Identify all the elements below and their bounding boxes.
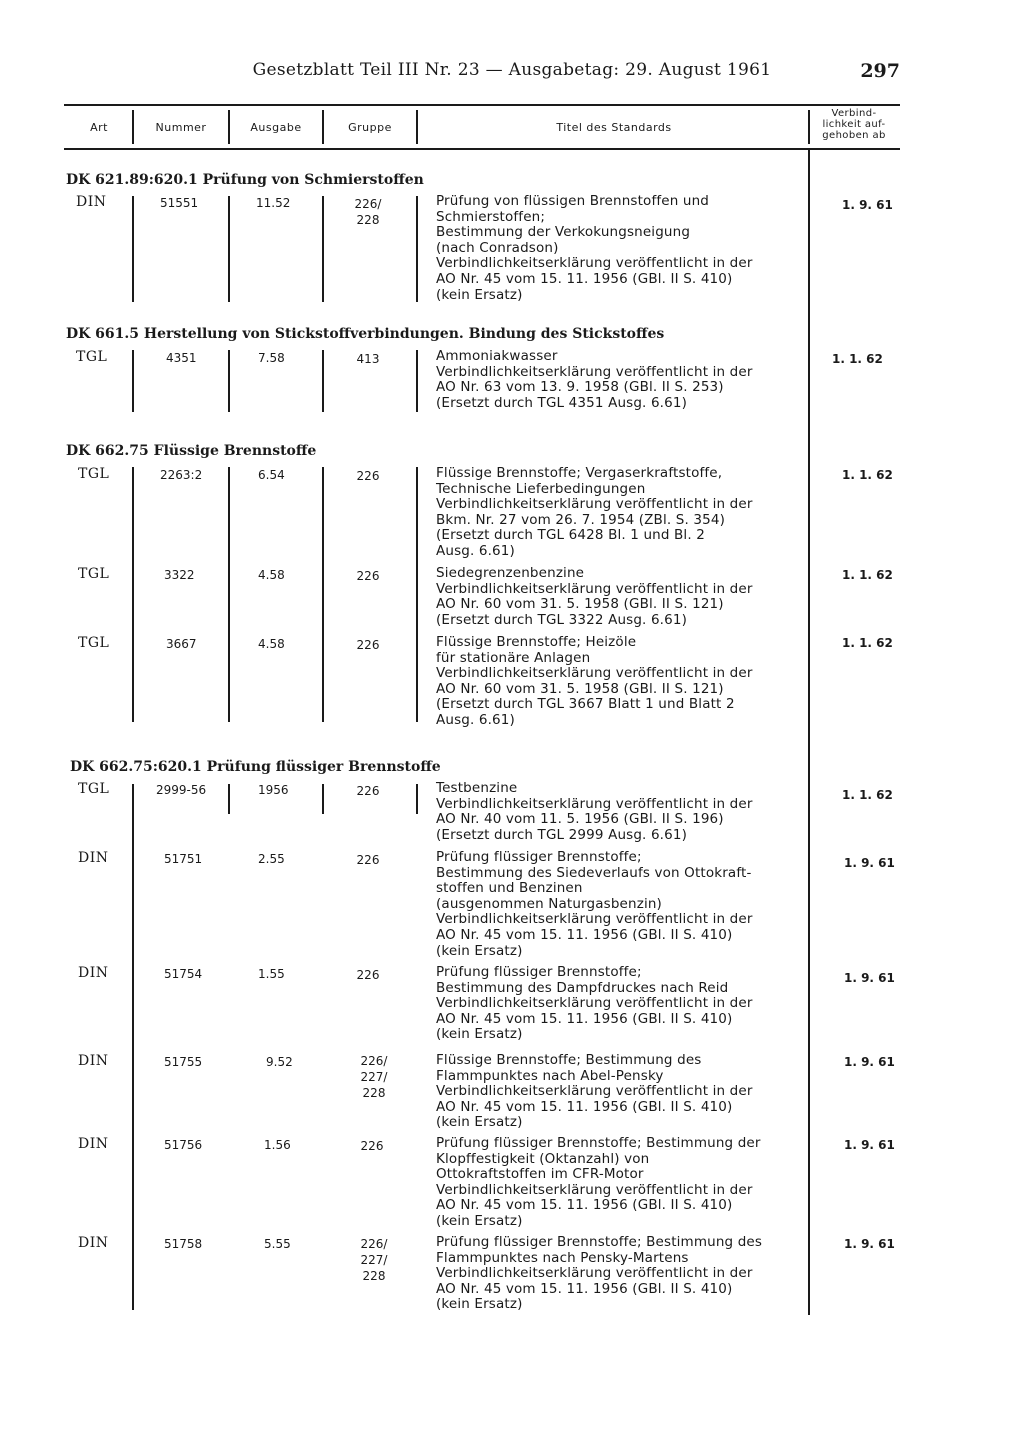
header-divider xyxy=(416,110,418,144)
cell-ausgabe: 1956 xyxy=(258,783,289,797)
cell-titel: Siedegrenzenbenzine Verbindlichkeitserklärung veröffentlicht in der AO Nr. 60 vom 31. 5. 1958 (GBl. II S. 121) (Ersetzt durch TGL 3322 Ausg. 6.61) xyxy=(436,565,753,628)
cell-ausgabe: 4.58 xyxy=(258,568,285,582)
cell-titel: Prüfung flüssiger Brennstoffe; Bestimmung der Klopffestigkeit (Oktanzahl) von Ottokraftstoffen im CFR-Motor Verbindlichkeitserklärung veröffentlicht in der AO Nr. 45 vom 15. 11. 1956 (GBl. II S. 410) (kein Ersatz) xyxy=(436,1135,761,1229)
cell-ausgabe: 6.54 xyxy=(258,468,285,482)
row-divider xyxy=(132,350,134,412)
section-heading: DK 621.89:620.1 Prüfung von Schmierstoffen xyxy=(66,172,424,188)
col-header-titel: Titel des Standards xyxy=(556,121,672,134)
header-divider xyxy=(322,110,324,144)
row-divider xyxy=(322,196,324,302)
cell-nummer: 51754 xyxy=(164,967,203,981)
cell-ausgabe: 1.55 xyxy=(258,967,285,981)
section-heading: DK 662.75:620.1 Prüfung flüssiger Brennstoffe xyxy=(70,759,441,775)
page-number: 297 xyxy=(860,60,900,82)
cell-ausgabe: 9.52 xyxy=(266,1055,293,1069)
cell-nummer: 51755 xyxy=(164,1055,203,1069)
cell-gruppe: 226/ 227/ 228 xyxy=(360,1237,388,1283)
row-divider xyxy=(416,196,418,302)
cell-gruppe: 226 xyxy=(356,638,380,652)
row-divider xyxy=(132,196,134,302)
cell-gruppe: 226/ 227/ 228 xyxy=(360,1054,388,1100)
cell-datum: 1. 9. 61 xyxy=(844,1138,895,1152)
cell-datum: 1. 1. 62 xyxy=(842,568,893,582)
row-divider xyxy=(132,784,134,1310)
cell-titel: Prüfung flüssiger Brennstoffe; Bestimmung des Siedeverlaufs von Ottokraft- stoffen und Benzinen (ausgenommen Naturgasbenzin) Verbindlichkeitserklärung veröffentlicht in der AO Nr. 45 vom 15. 11. 1956 (GBl. II S. 410) (kein Ersatz) xyxy=(436,849,753,959)
row-divider xyxy=(416,350,418,412)
cell-datum: 1. 1. 62 xyxy=(842,636,893,650)
header-divider xyxy=(228,110,230,144)
cell-art: DIN xyxy=(78,1136,109,1152)
cell-datum: 1. 9. 61 xyxy=(844,1055,895,1069)
header-divider xyxy=(808,110,810,144)
cell-gruppe: 226 xyxy=(356,469,380,483)
date-column-divider xyxy=(808,150,810,1315)
col-header-ausgabe: Ausgabe xyxy=(250,121,302,134)
cell-gruppe: 226 xyxy=(356,569,380,583)
cell-ausgabe: 11.52 xyxy=(256,196,291,210)
row-divider xyxy=(322,467,324,722)
row-divider xyxy=(132,467,134,722)
section-heading: DK 662.75 Flüssige Brennstoffe xyxy=(66,443,317,459)
table-top-rule xyxy=(64,104,900,106)
cell-ausgabe: 4.58 xyxy=(258,637,285,651)
cell-datum: 1. 9. 61 xyxy=(844,971,895,985)
cell-titel: Testbenzine Verbindlichkeitserklärung veröffentlicht in der AO Nr. 40 vom 11. 5. 1956 (GBl. II S. 196) (Ersetzt durch TGL 2999 Ausg. 6.61) xyxy=(436,780,753,843)
cell-art: TGL xyxy=(78,781,110,797)
row-divider xyxy=(228,350,230,412)
cell-gruppe: 226 xyxy=(356,784,380,798)
cell-gruppe: 413 xyxy=(356,352,380,366)
header-divider xyxy=(132,110,134,144)
cell-art: TGL xyxy=(78,466,110,482)
cell-art: DIN xyxy=(78,965,109,981)
cell-datum: 1. 1. 62 xyxy=(842,788,893,802)
cell-nummer: 2999-56 xyxy=(156,783,207,797)
cell-datum: 1. 1. 62 xyxy=(832,352,883,366)
page-header xyxy=(0,58,1024,88)
cell-nummer: 51756 xyxy=(164,1138,203,1152)
cell-art: TGL xyxy=(78,635,110,651)
cell-titel: Flüssige Brennstoffe; Bestimmung des Flammpunktes nach Abel-Pensky Verbindlichkeitserklärung veröffentlicht in der AO Nr. 45 vom 15. 11. 1956 (GBl. II S. 410) (kein Ersatz) xyxy=(436,1052,753,1131)
cell-titel: Prüfung flüssiger Brennstoffe; Bestimmung des Dampfdruckes nach Reid Verbindlichkeitserklärung veröffentlicht in der AO Nr. 45 vom 15. 11. 1956 (GBl. II S. 410) (kein Ersatz) xyxy=(436,964,753,1043)
section-heading: DK 661.5 Herstellung von Stickstoffverbindungen. Bindung des Stickstoffes xyxy=(66,326,665,342)
cell-nummer: 51758 xyxy=(164,1237,203,1251)
gazette-title: Gesetzblatt Teil III Nr. 23 — Ausgabetag: 29. August 1961 xyxy=(252,60,772,80)
cell-art: DIN xyxy=(78,850,109,866)
cell-gruppe: 226/ 228 xyxy=(354,197,382,227)
row-divider xyxy=(322,784,324,814)
cell-art: DIN xyxy=(78,1235,109,1251)
col-header-art: Art xyxy=(90,121,108,134)
cell-datum: 1. 1. 62 xyxy=(842,468,893,482)
cell-nummer: 3667 xyxy=(166,637,197,651)
cell-art: DIN xyxy=(76,194,107,210)
row-divider xyxy=(228,784,230,814)
cell-nummer: 3322 xyxy=(164,568,195,582)
cell-datum: 1. 9. 61 xyxy=(842,198,893,212)
row-divider xyxy=(416,784,418,814)
cell-gruppe: 226 xyxy=(356,968,380,982)
cell-nummer: 2263:2 xyxy=(160,468,203,482)
cell-titel: Flüssige Brennstoffe; Vergaserkraftstoffe, Technische Lieferbedingungen Verbindlichkeitserklärung veröffentlicht in der Bkm. Nr. 27 vom 26. 7. 1954 (ZBl. S. 354) (Ersetzt durch TGL 6428 Bl. 1 und Bl. 2 Ausg. 6.61) xyxy=(436,465,753,559)
row-divider xyxy=(228,467,230,722)
cell-nummer: 4351 xyxy=(166,351,197,365)
cell-titel: Ammoniakwasser Verbindlichkeitserklärung veröffentlicht in der AO Nr. 63 vom 13. 9. 1958 (GBl. II S. 253) (Ersetzt durch TGL 4351 Ausg. 6.61) xyxy=(436,348,753,411)
row-divider xyxy=(228,196,230,302)
cell-ausgabe: 7.58 xyxy=(258,351,285,365)
table-header-bottom-rule xyxy=(64,148,900,150)
col-header-gruppe: Gruppe xyxy=(348,121,392,134)
cell-art: DIN xyxy=(78,1053,109,1069)
row-divider xyxy=(416,467,418,722)
row-divider xyxy=(322,350,324,412)
cell-datum: 1. 9. 61 xyxy=(844,1237,895,1251)
cell-datum: 1. 9. 61 xyxy=(844,856,895,870)
cell-art: TGL xyxy=(76,349,108,365)
cell-nummer: 51551 xyxy=(160,196,199,210)
cell-gruppe: 226 xyxy=(356,853,380,867)
col-header-aufgehoben: Verbind- lichkeit auf- gehoben ab xyxy=(822,108,886,141)
cell-art: TGL xyxy=(78,566,110,582)
cell-nummer: 51751 xyxy=(164,852,203,866)
cell-ausgabe: 2.55 xyxy=(258,852,285,866)
cell-ausgabe: 5.55 xyxy=(264,1237,291,1251)
col-header-nummer: Nummer xyxy=(155,121,207,134)
cell-ausgabe: 1.56 xyxy=(264,1138,291,1152)
cell-gruppe: 226 xyxy=(360,1139,384,1153)
cell-titel: Prüfung flüssiger Brennstoffe; Bestimmung des Flammpunktes nach Pensky-Martens Verbindlichkeitserklärung veröffentlicht in der AO Nr. 45 vom 15. 11. 1956 (GBl. II S. 410) (kein Ersatz) xyxy=(436,1234,763,1313)
cell-titel: Flüssige Brennstoffe; Heizöle für stationäre Anlagen Verbindlichkeitserklärung veröffentlicht in der AO Nr. 60 vom 31. 5. 1958 (GBl. II S. 121) (Ersetzt durch TGL 3667 Blatt 1 und Blatt 2 Ausg. 6.61) xyxy=(436,634,753,728)
cell-titel: Prüfung von flüssigen Brennstoffen und Schmierstoffen; Bestimmung der Verkokungsneigung (nach Conradson) Verbindlichkeitserklärung veröffentlicht in der AO Nr. 45 vom 15. 11. 1956 (GBl. II S. 410) (kein Ersatz) xyxy=(436,193,753,303)
